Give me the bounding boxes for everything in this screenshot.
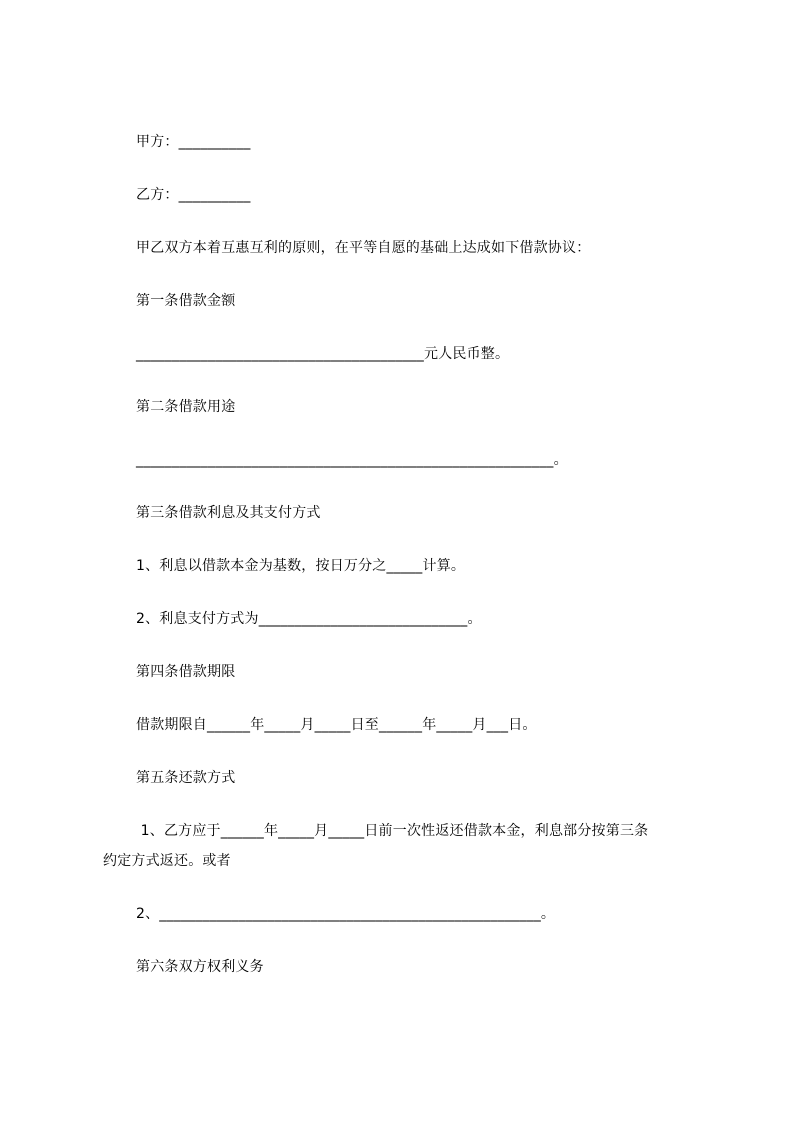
article-5-item-2: 2、_____________________________________________________。 [136,906,556,922]
article-3-item-2: 2、利息支付方式为_____________________________。 [136,611,482,627]
party-b-line: 乙方：__________ [136,187,251,203]
preamble: 甲乙双方本着互惠互利的原则，在平等自愿的基础上达成如下借款协议： [136,240,591,256]
article-5-item-1-line-2: 约定方式返还。或者 [103,853,231,869]
article-3-item-1: 1、利息以借款本金为基数，按日万分之_____计算。 [136,558,466,574]
article-4-body: 借款期限自______年_____月_____日至______年_____月___日。 [136,717,537,733]
article-1-title: 第一条借款金额 [136,293,236,309]
article-5-item-1-line-1: 1、乙方应于______年_____月_____日前一次性返还借款本金，利息部分按第三条 [136,823,649,839]
article-4-title: 第四条借款期限 [136,664,236,680]
article-3-title: 第三条借款利息及其支付方式 [136,505,321,521]
article-2-body: __________________________________________________________。 [136,452,568,468]
article-1-body: ________________________________________元人民币整。 [136,346,510,362]
article-2-title: 第二条借款用途 [136,399,236,415]
party-a-line: 甲方：__________ [136,134,251,150]
article-6-title: 第六条双方权利义务 [136,959,264,975]
article-5-title: 第五条还款方式 [136,770,236,786]
